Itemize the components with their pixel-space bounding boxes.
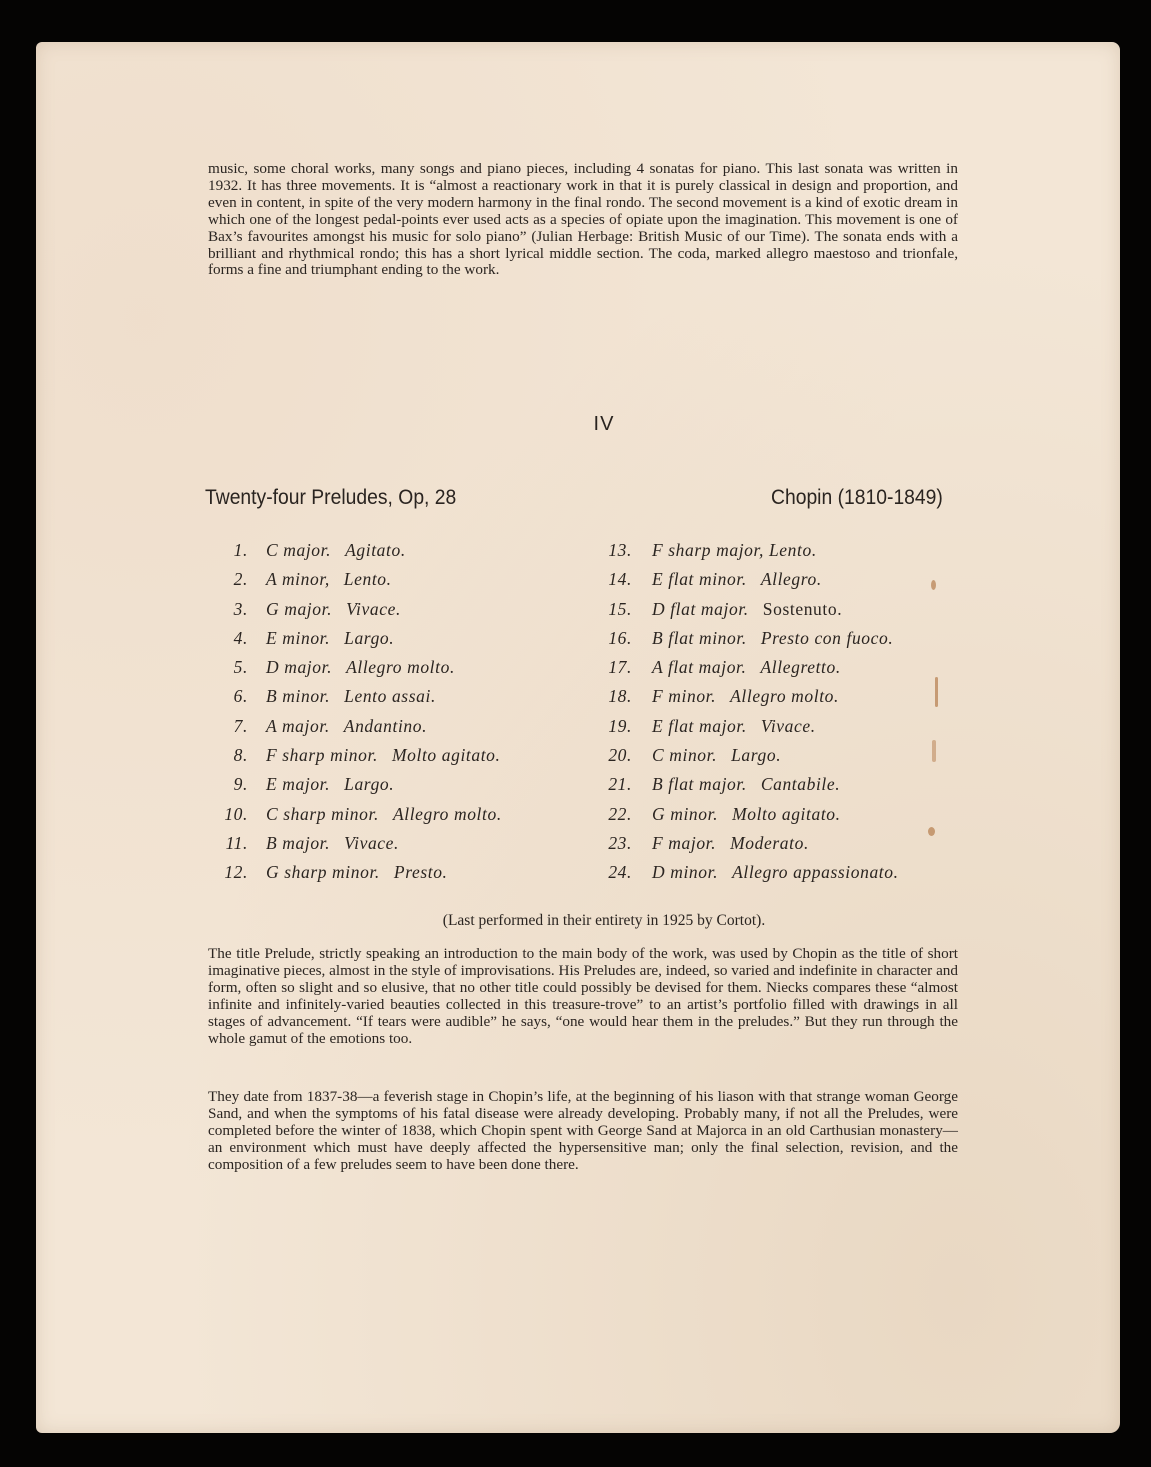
prelude-number: 10. [224,803,248,824]
prelude-number: 24. [608,862,632,883]
prelude-item [212,715,502,744]
prelude-key: C minor. [652,745,718,766]
prelude-key: C major. [266,540,332,560]
prelude-number: 13. [608,540,632,560]
prelude-key: G sharp minor. [266,862,380,883]
prelude-number: 9. [233,774,248,795]
prelude-tempo: Allegro appassionato. [732,862,899,883]
prelude-item [212,568,502,597]
prelude-tempo: Allegro. [760,569,822,590]
prelude-number: 23. [608,832,632,853]
prelude-tempo: Andantino. [343,715,428,736]
prelude-key: B minor. [266,686,331,707]
prelude-number: 8. [233,745,248,766]
prelude-tempo: Lento assai. [344,686,436,707]
prelude-tempo: Cantabile. [760,774,841,795]
prelude-key: A flat major. [652,657,747,678]
prelude-key: F sharp minor. [266,745,378,766]
composer-name: Chopin (1810-1849) [771,486,943,509]
prelude-tempo: Presto con fuoco. [760,627,894,648]
prelude-number: 21. [608,774,632,795]
prelude-key: D major. [266,657,333,678]
body-paragraph-1: The title Prelude, strictly speaking an introduction to the main body of the work, was used by Chopin as the title of short imaginative pieces, almost in the style of improvisations. His Preludes are, indeed, so varied and indefinite in character and form, often so slight and so elusive, that no other title could possibly be devised for them. Niecks compares these “almost infinite and infinitely-varied beauties collected in this treasure-trove” to an artist’s portfolio filled with drawings in all stages of advancement. “If tears were audible” he says, “one would hear them in the preludes.” But they run through the whole gamut of the emotions too. [208,945,958,1047]
prelude-item [598,656,899,685]
prelude-tempo: Allegro molto. [392,803,502,824]
prelude-number: 3. [233,598,248,619]
body-paragraph-2: They date from 1837-38—a feverish stage in Chopin’s life, at the beginning of his liason with that strange woman George Sand, and when the symptoms of his fatal disease were already developing. Probably many, if not all the Preludes, were completed before the winter of 1838, which Chopin spent with George Sand at Majorca in an old Carthusian monastery—an environment which must have deeply affected the hypersensitive man; only the final selection, revision, and the composition of a few preludes seem to have been done there. [208,1088,958,1173]
prelude-tempo: Allegretto. [760,657,841,678]
foxing-stain [928,827,935,836]
prelude-tempo: Molto agitato. [391,745,501,766]
prelude-number: 1. [233,540,248,560]
prelude-number: 4. [233,627,248,648]
prelude-number: 22. [608,803,632,824]
prelude-item [598,803,899,832]
prelude-tempo: Vivace. [346,598,401,619]
prelude-number: 2. [233,569,248,590]
prelude-item [598,685,899,714]
prelude-tempo: Agitato. [345,540,406,560]
prelude-number: 15. [608,598,632,619]
prelude-key: B flat minor. [652,627,747,648]
prelude-number: 20. [608,745,632,766]
prelude-number: 12. [224,862,248,883]
prelude-key: G minor. [652,803,719,824]
prelude-key: F major. [652,832,717,853]
intro-paragraph: music, some choral works, many songs and piano pieces, including 4 sonatas for piano. This last sonata was written in 1932. It has three movements. It is “almost a reactionary work in that it is purely classical in design and proportion, and even in content, in spite of the very modern harmony in the final rondo. The second movement is a kind of exotic dream in which one of the longest pedal-points ever used acts as a species of opiate upon the imagination. This movement is one of Bax’s favourites amongst his music for solo piano” (Julian Herbage: British Music of our Time). The sonata ends with a brilliant and rhythmical rondo; this has a short lyrical middle section. The coda, marked allegro maestoso and trionfale, forms a fine and triumphant ending to the work. [208,160,958,279]
prelude-number: 19. [608,715,632,736]
foxing-stain [931,580,936,590]
prelude-key: E major. [266,774,331,795]
prelude-item [212,861,502,890]
prelude-tempo: Vivace. [760,715,816,736]
prelude-tempo: Molto agitato. [732,803,841,824]
prelude-key: B flat major. [652,774,747,795]
prelude-key: G major. [266,598,333,619]
prelude-tempo: Largo. [344,627,395,648]
work-title: Twenty-four Preludes, Op, 28 [205,486,457,509]
prelude-key: F sharp major, [652,540,764,560]
prelude-item [212,832,502,861]
prelude-key: A major. [266,715,330,736]
prelude-tempo: Largo. [731,745,782,766]
prelude-item [598,773,899,802]
prelude-tempo: Lento. [343,569,392,590]
prelude-item [598,598,899,627]
prelude-tempo: Sostenuto. [762,598,843,619]
prelude-item [598,861,899,890]
prelude-key: E flat minor. [652,569,747,590]
prelude-item [212,685,502,714]
prelude-key: B major. [266,832,331,853]
prelude-item [212,627,502,656]
prelude-item [212,744,502,773]
prelude-tempo: Allegro molto. [730,686,839,707]
prelude-number: 17. [608,657,632,678]
prelude-item [212,656,502,685]
prelude-item [598,539,899,568]
performance-note: (Last performed in their entirety in 1925 by Cortot). [442,912,766,929]
prelude-item [598,744,899,773]
prelude-key: E flat major. [652,715,747,736]
prelude-key: E minor. [266,627,331,648]
prelude-tempo: Largo. [344,774,395,795]
prelude-item [212,803,502,832]
prelude-number: 7. [233,715,248,736]
prelude-key: A minor, [266,569,330,590]
section-number: IV [593,413,615,435]
prelude-item [598,627,899,656]
prelude-key: D flat major. [652,598,749,619]
prelude-item [212,598,502,627]
prelude-tempo: Allegro molto. [346,657,455,678]
prelude-item [598,715,899,744]
prelude-item [598,832,899,861]
prelude-key: D minor. [652,862,719,883]
prelude-number: 16. [608,627,632,648]
prelude-key: F minor. [652,686,717,707]
prelude-number: 14. [608,569,632,590]
prelude-item [598,568,899,597]
prelude-tempo: Moderato. [730,832,809,853]
prelude-number: 18. [608,686,632,707]
prelude-list-right [598,539,899,891]
prelude-item [212,773,502,802]
prelude-tempo: Vivace. [344,832,400,853]
prelude-list-left [212,539,502,891]
prelude-number: 5. [233,657,248,678]
prelude-item [212,539,502,568]
foxing-stain [935,677,938,707]
prelude-key: C sharp minor. [266,803,379,824]
prelude-tempo: Lento. [768,540,817,560]
prelude-number: 6. [233,686,248,707]
prelude-tempo: Presto. [393,862,448,883]
foxing-stain [932,740,936,762]
prelude-number: 11. [225,832,248,853]
